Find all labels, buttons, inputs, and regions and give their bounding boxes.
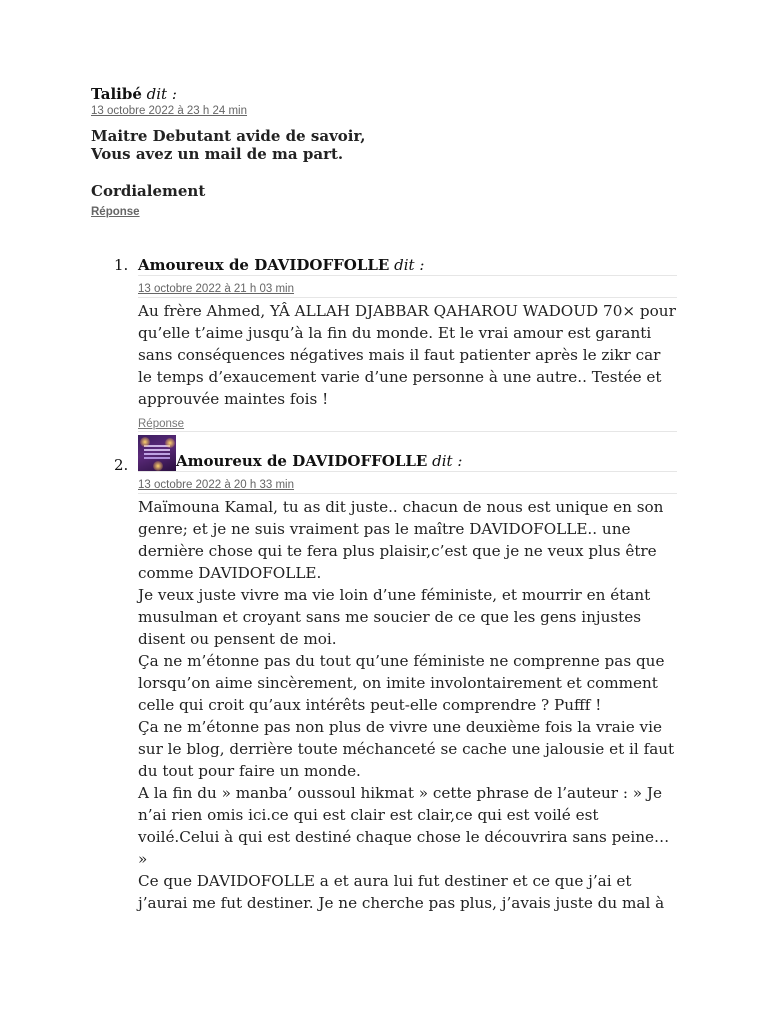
comment-paragraph: A la fin du » manba’ oussoul hikmat » cette phrase de l’auteur : » Je n’ai rien omis ici.ce qui est clair est clair,ce qui est voilé est voilé.Celui à qui est destiné chaque chose le découvrira sans peine… » — [138, 784, 670, 868]
child-comment — [91, 255, 677, 432]
comment-meta — [138, 472, 677, 494]
says-label: dit : — [394, 256, 425, 274]
comment-line: Maitre Debutant avide de savoir, — [91, 127, 366, 145]
comment-number: 1. — [114, 256, 129, 274]
child-comment — [91, 435, 677, 914]
says-label: dit : — [146, 85, 177, 103]
says-label: dit : — [432, 452, 463, 470]
comment-date-link[interactable]: 13 octobre 2022 à 21 h 03 min — [138, 283, 295, 295]
comment-paragraph: Maïmouna Kamal, tu as dit juste.. chacun de nous est unique en son genre; et je ne suis vraiment pas le maître DAVIDOFOLLE.. une dernière chose qui te fera plus plaisir,c’est que je ne veux plus être comme DAVIDOFOLLE. — [138, 498, 664, 582]
comment-author: Amoureux de DAVIDOFFOLLE — [138, 256, 390, 274]
comment-date-link[interactable]: 13 octobre 2022 à 23 h 24 min — [91, 105, 248, 117]
reply-link[interactable]: Réponse — [91, 206, 140, 218]
comment-author-line — [138, 435, 677, 472]
top-comment — [91, 84, 677, 220]
comment-paragraph: Au frère Ahmed, YÂ ALLAH DJABBAR QAHAROU WADOUD 70× pour qu’elle t’aime jusqu’à la fin du monde. Et le vrai amour est garanti sans conséquences négatives mais il faut patienter après le zikr car le temps d’exaucement varie d’une personne à une autre.. Testée et approuvée maintes fois ! — [138, 302, 676, 408]
comment-line: Cordialement — [91, 182, 206, 200]
child-comments — [91, 255, 677, 914]
comment-author-line — [138, 255, 677, 276]
comment-number: 2. — [114, 456, 129, 474]
comment-body — [138, 300, 678, 410]
avatar — [138, 435, 176, 471]
comment-author: Amoureux de DAVIDOFFOLLE — [176, 452, 428, 470]
comment-thread — [91, 84, 677, 912]
comment-meta — [138, 276, 677, 298]
comment-body — [138, 496, 678, 914]
comment-author: Talibé — [91, 85, 142, 103]
comment-author-line — [91, 84, 677, 104]
comment-line: Vous avez un mail de ma part. — [91, 145, 344, 163]
comment-paragraph: Ça ne m’étonne pas non plus de vivre une deuxième fois la vraie vie sur le blog, derrière toute méchanceté se cache une jalousie et il faut du tout pour faire un monde. — [138, 718, 675, 780]
comment-paragraph: Ce que DAVIDOFOLLE a et aura lui fut destiner et ce que j’ai et j’aurai me fut destiner. Je ne cherche pas plus, j’avais juste du mal à — [138, 872, 665, 912]
comment-paragraph: Je veux juste vivre ma vie loin d’une féministe, et mourrir en étant musulman et croyant sans me soucier de ce que les gens injustes disent ou pensent de moi. — [138, 586, 651, 648]
comment-date-link[interactable]: 13 octobre 2022 à 20 h 33 min — [138, 479, 295, 491]
comment-body — [91, 127, 677, 200]
comment-paragraph: Ça ne m’étonne pas du tout qu’une féministe ne comprenne pas que lorsqu’on aime sincèrement, on imite involontairement et comment celle qui croit qu’aux intérêts peut-elle comprendre ? Pufff ! — [138, 652, 665, 714]
reply-link[interactable]: Réponse — [138, 417, 677, 432]
